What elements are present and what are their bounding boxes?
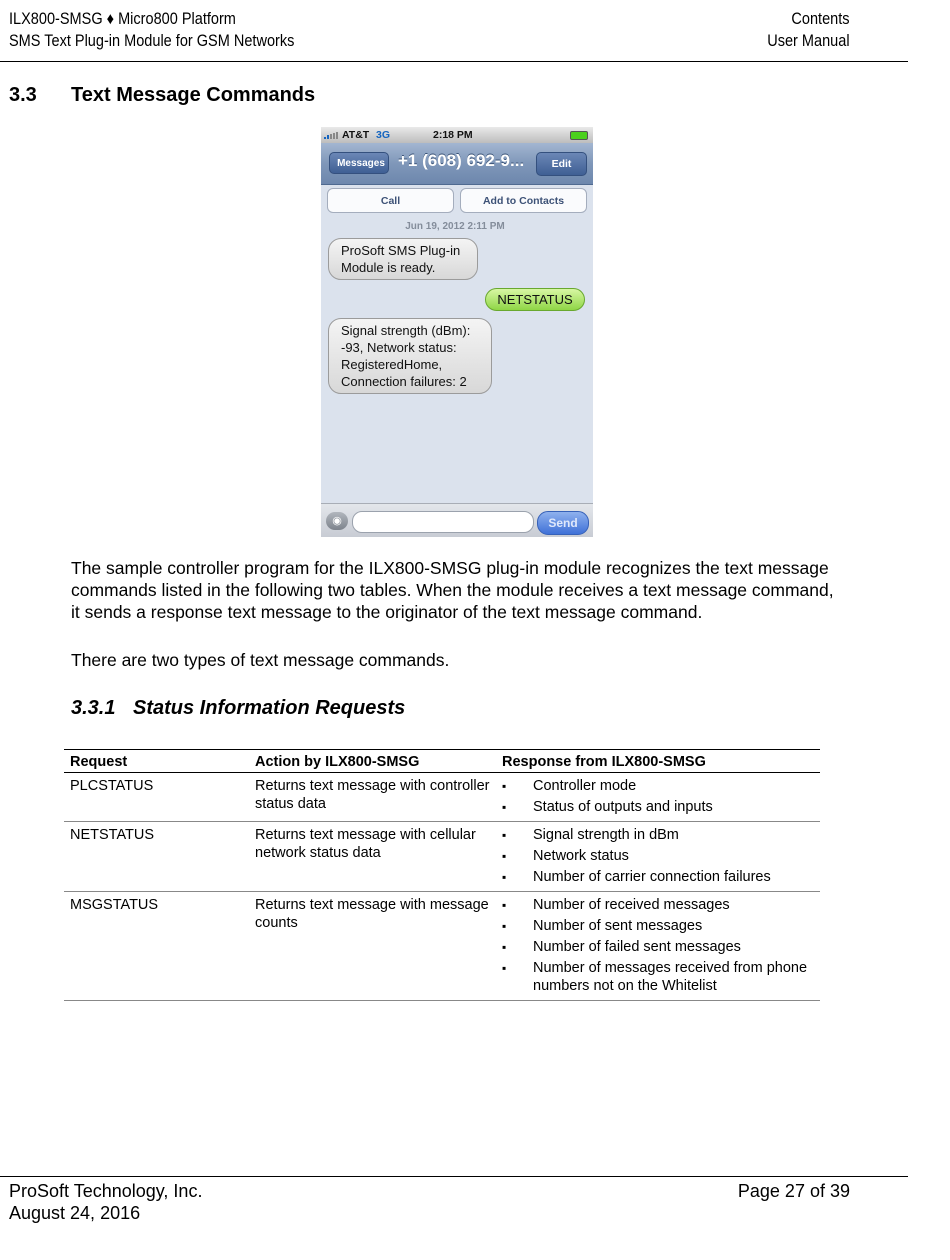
column-header-action: Action by ILX800-SMSG <box>249 750 496 773</box>
subsection-number: 3.3.1 <box>71 697 116 719</box>
page-footer <box>9 1180 850 1224</box>
action-cell: Returns text message with cellular network status data <box>249 822 496 892</box>
table-row <box>64 892 820 1001</box>
header-divider <box>0 61 908 62</box>
section-heading <box>9 84 315 107</box>
status-requests-table <box>64 749 820 1001</box>
intro-paragraph: The sample controller program for the ILX800-SMSG plug-in module recognizes the text message commands listed in the following two tables. When the module receives a text message command, it sends a response text message to the originator of the text message command. <box>71 558 834 622</box>
column-header-request: Request <box>64 750 249 773</box>
add-to-contacts-button[interactable]: Add to Contacts <box>460 188 587 213</box>
sent-message-bubble: NETSTATUS <box>485 288 585 311</box>
column-header-response: Response from ILX800-SMSG <box>496 750 820 773</box>
action-cell: Returns text message with message counts <box>249 892 496 1001</box>
messages-back-button[interactable]: Messages <box>329 152 389 174</box>
signal-icon <box>324 132 338 139</box>
header-left <box>9 8 294 52</box>
response-item: ▪ Number of received messages <box>502 896 814 914</box>
response-item: ▪ Number of carrier connection failures <box>502 868 814 886</box>
phone-nav-bar <box>321 143 593 185</box>
subsection-heading <box>71 697 405 720</box>
response-cell <box>496 892 820 1001</box>
header-module-name: SMS Text Plug-in Module for GSM Networks <box>9 32 295 50</box>
request-cell: MSGSTATUS <box>64 892 249 1001</box>
status-time: 2:18 PM <box>433 129 473 141</box>
response-item: ▪ Network status <box>502 847 814 865</box>
response-item: ▪ Status of outputs and inputs <box>502 798 814 816</box>
phone-status-bar <box>321 127 593 143</box>
received-message-bubble: Signal strength (dBm): -93, Network status: RegisteredHome, Connection failures: 2 <box>328 318 492 394</box>
section-title: Text Message Commands <box>71 84 316 106</box>
section-number: 3.3 <box>9 84 37 106</box>
request-cell: NETSTATUS <box>64 822 249 892</box>
received-message-bubble: ProSoft SMS Plug-in Module is ready. <box>328 238 478 280</box>
camera-icon[interactable]: ◉ <box>326 512 348 530</box>
request-cell: PLCSTATUS <box>64 773 249 822</box>
response-cell <box>496 773 820 822</box>
header-product-line: ILX800-SMSG ♦ Micro800 Platform <box>9 10 236 28</box>
message-datestamp: Jun 19, 2012 2:11 PM <box>405 221 505 232</box>
message-input[interactable] <box>352 511 534 533</box>
network-type: 3G <box>376 129 391 141</box>
header-chapter: Contents <box>791 10 850 28</box>
response-cell <box>496 822 820 892</box>
edit-button[interactable]: Edit <box>536 152 587 176</box>
header-doc-type: User Manual <box>767 32 850 50</box>
response-item: ▪ Number of failed sent messages <box>502 938 814 956</box>
action-cell: Returns text message with controller status data <box>249 773 496 822</box>
message-composer <box>321 503 593 537</box>
footer-date: August 24, 2016 <box>9 1203 141 1223</box>
carrier-name: AT&T <box>342 129 370 141</box>
contact-number: +1 (608) 692-9... <box>398 151 525 170</box>
types-paragraph: There are two types of text message commands. <box>71 650 450 670</box>
subsection-title: Status Information Requests <box>133 697 406 719</box>
phone-screenshot <box>321 127 593 537</box>
response-item: ▪ Number of sent messages <box>502 917 814 935</box>
table-row <box>64 773 820 822</box>
call-button[interactable]: Call <box>327 188 454 213</box>
footer-company: ProSoft Technology, Inc. <box>9 1181 203 1201</box>
response-item: ▪ Controller mode <box>502 777 814 795</box>
table-header-row <box>64 750 820 773</box>
table-row <box>64 822 820 892</box>
response-item: ▪ Signal strength in dBm <box>502 826 814 844</box>
footer-divider <box>0 1176 908 1177</box>
send-button[interactable]: Send <box>537 511 589 535</box>
response-item: ▪ Number of messages received from phone numbers not on the Whitelist <box>502 959 814 995</box>
footer-page-number: Page 27 of 39 <box>737 1181 850 1201</box>
header-right <box>768 8 850 52</box>
battery-icon <box>570 131 588 140</box>
